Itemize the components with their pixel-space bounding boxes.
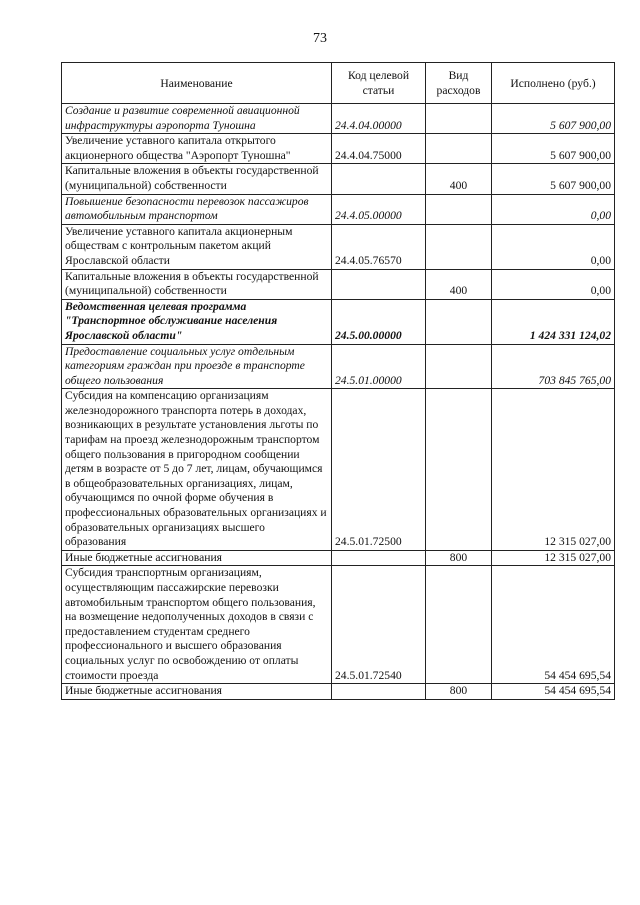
cell-code [332, 269, 426, 299]
table-row [62, 134, 615, 164]
table-row [62, 389, 615, 551]
cell-amount: 12 315 027,00 [492, 389, 615, 551]
cell-amount: 12 315 027,00 [492, 550, 615, 566]
cell-type [426, 104, 492, 134]
cell-type: 800 [426, 550, 492, 566]
cell-amount: 1 424 331 124,02 [492, 299, 615, 344]
cell-type [426, 194, 492, 224]
table-row [62, 566, 615, 684]
header-amount: Исполнено (руб.) [492, 63, 615, 104]
cell-name: Повышение безопасности перевозок пассажиров автомобильным транспортом [62, 194, 332, 224]
cell-type [426, 299, 492, 344]
cell-type: 400 [426, 269, 492, 299]
table-body [62, 104, 615, 700]
cell-name: Иные бюджетные ассигнования [62, 684, 332, 700]
table-row [62, 299, 615, 344]
table-header-row [62, 63, 615, 104]
cell-code: 24.5.01.72540 [332, 566, 426, 684]
cell-amount: 5 607 900,00 [492, 164, 615, 194]
table-row [62, 344, 615, 389]
table-row [62, 684, 615, 700]
cell-code: 24.4.05.00000 [332, 194, 426, 224]
cell-type [426, 134, 492, 164]
header-name: Наименование [62, 63, 332, 104]
cell-code: 24.5.01.00000 [332, 344, 426, 389]
cell-code [332, 164, 426, 194]
header-type: Вид расходов [426, 63, 492, 104]
cell-type [426, 344, 492, 389]
cell-code [332, 550, 426, 566]
cell-name: Капитальные вложения в объекты государственной (муниципальной) собственности [62, 164, 332, 194]
table-row [62, 550, 615, 566]
table-row [62, 194, 615, 224]
header-code: Код целевой статьи [332, 63, 426, 104]
budget-table [61, 62, 615, 700]
cell-name: Создание и развитие современной авиационной инфраструктуры аэропорта Туношна [62, 104, 332, 134]
cell-amount: 0,00 [492, 269, 615, 299]
cell-name: Предоставление социальных услуг отдельным категориям граждан при проезде в транспорте общего пользования [62, 344, 332, 389]
cell-code: 24.4.04.75000 [332, 134, 426, 164]
cell-name: Ведомственная целевая программа "Транспортное обслуживание населения Ярославской области" [62, 299, 332, 344]
cell-code: 24.4.04.00000 [332, 104, 426, 134]
cell-name: Иные бюджетные ассигнования [62, 550, 332, 566]
cell-type: 400 [426, 164, 492, 194]
table-row [62, 269, 615, 299]
cell-name: Увеличение уставного капитала открытого акционерного общества "Аэропорт Туношна" [62, 134, 332, 164]
cell-amount: 0,00 [492, 224, 615, 269]
cell-code: 24.5.00.00000 [332, 299, 426, 344]
cell-name: Субсидия на компенсацию организациям железнодорожного транспорта потерь в доходах, возникающих в результате установления льготы по тарифам на проезд железнодорожным транспортом общего пользования в пригородном сообщении детям в возрасте от 5 до 7 лет, лицам, обучающимся в общеобразовательных организациях, лицам, обучающимся по очной форме обучения в профессиональных образовательных организациях и образовательных организациях высшего образования [62, 389, 332, 551]
cell-code: 24.4.05.76570 [332, 224, 426, 269]
cell-type: 800 [426, 684, 492, 700]
cell-type [426, 389, 492, 551]
cell-code [332, 684, 426, 700]
cell-type [426, 566, 492, 684]
table-row [62, 104, 615, 134]
cell-name: Субсидия транспортным организациям, осуществляющим пассажирские перевозки автомобильным транспортом общего пользования, на возмещение недополученных доходов в связи с предоставлением студентам среднего профессионального и высшего образования социальных услуг по освобождению от оплаты стоимости проезда [62, 566, 332, 684]
table-row [62, 224, 615, 269]
cell-code: 24.5.01.72500 [332, 389, 426, 551]
cell-amount: 54 454 695,54 [492, 566, 615, 684]
cell-amount: 54 454 695,54 [492, 684, 615, 700]
cell-name: Капитальные вложения в объекты государственной (муниципальной) собственности [62, 269, 332, 299]
cell-name: Увеличение уставного капитала акционерным обществам с контрольным пакетом акций Ярославской области [62, 224, 332, 269]
cell-amount: 703 845 765,00 [492, 344, 615, 389]
page-number: 73 [313, 31, 327, 46]
cell-type [426, 224, 492, 269]
table-row [62, 164, 615, 194]
cell-amount: 5 607 900,00 [492, 134, 615, 164]
cell-amount: 5 607 900,00 [492, 104, 615, 134]
cell-amount: 0,00 [492, 194, 615, 224]
